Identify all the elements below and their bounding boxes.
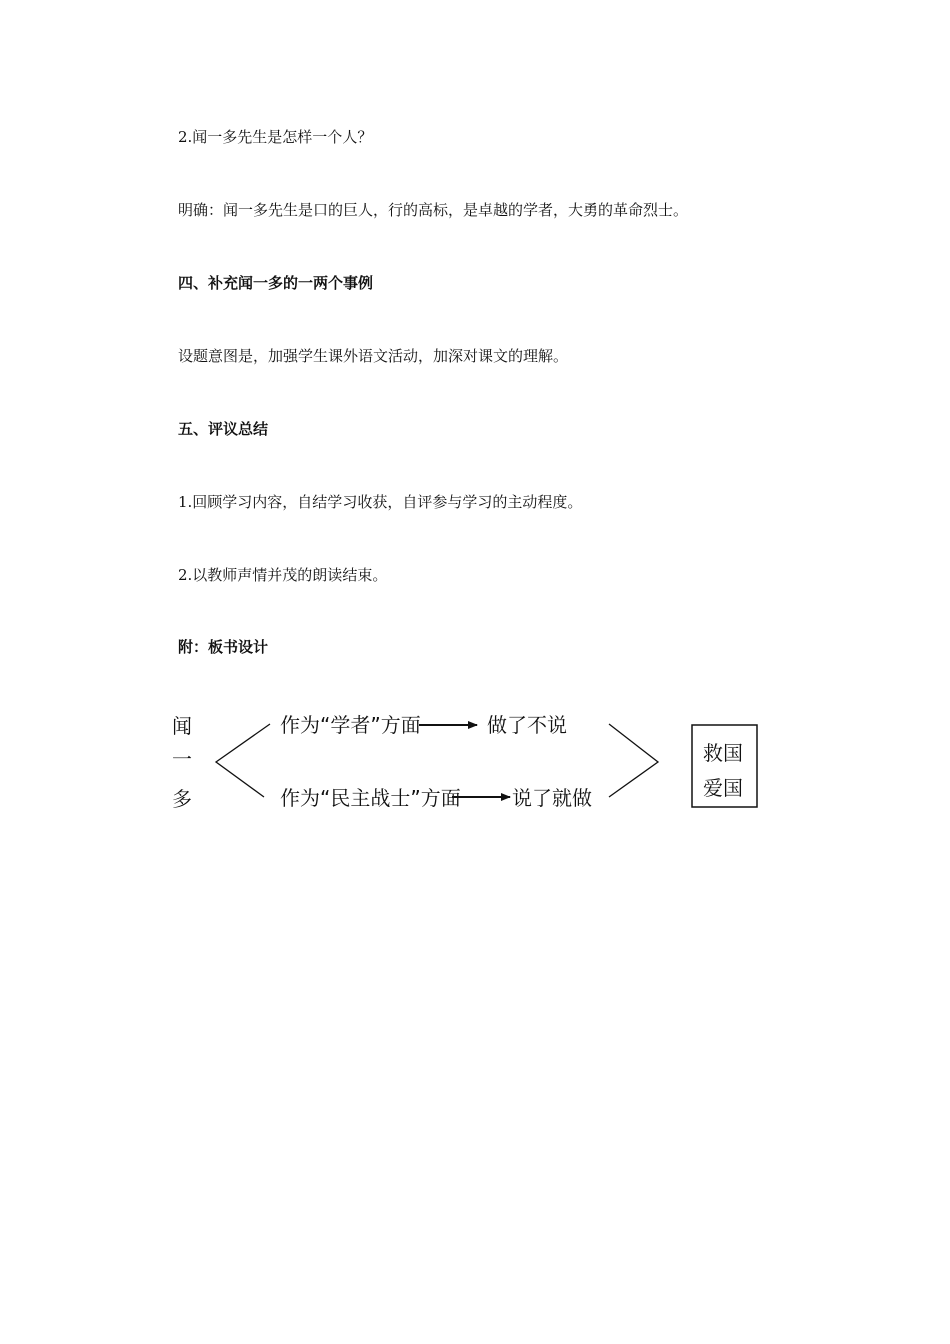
name-char-1: 闻	[172, 714, 192, 738]
section-5-item-1: 1.回顾学习内容，自结学习收获，自评参与学习的主动程度。	[178, 493, 583, 511]
section-4-text: 设题意图是，加强学生课外语文活动，加深对课文的理解。	[178, 347, 569, 365]
name-char-2: 一	[172, 747, 192, 771]
question-2-answer: 明确：闻一多先生是口的巨人，行的高标，是卓越的学者，大勇的革命烈士。	[178, 201, 689, 219]
fighter-result: 说了就做	[512, 786, 592, 810]
name-char-3: 多	[172, 787, 192, 811]
conclusion-line-2: 爱国	[703, 776, 743, 800]
fighter-aspect: 作为“民主战士”方面	[280, 786, 461, 810]
section-5-item-2: 2.以教师声情并茂的朗读结束。	[178, 566, 388, 584]
left-bracket	[216, 724, 270, 797]
right-bracket	[609, 724, 658, 797]
conclusion-line-1: 救国	[703, 741, 743, 765]
question-2: 2.闻一多先生是怎样一个人？	[178, 128, 373, 146]
scholar-result: 做了不说	[487, 713, 567, 737]
section-4-heading: 四、补充闻一多的一两个事例	[178, 274, 374, 292]
scholar-aspect: 作为“学者”方面	[280, 713, 421, 737]
section-5-heading: 五、评议总结	[178, 420, 269, 438]
appendix-heading: 附：板书设计	[178, 638, 269, 656]
